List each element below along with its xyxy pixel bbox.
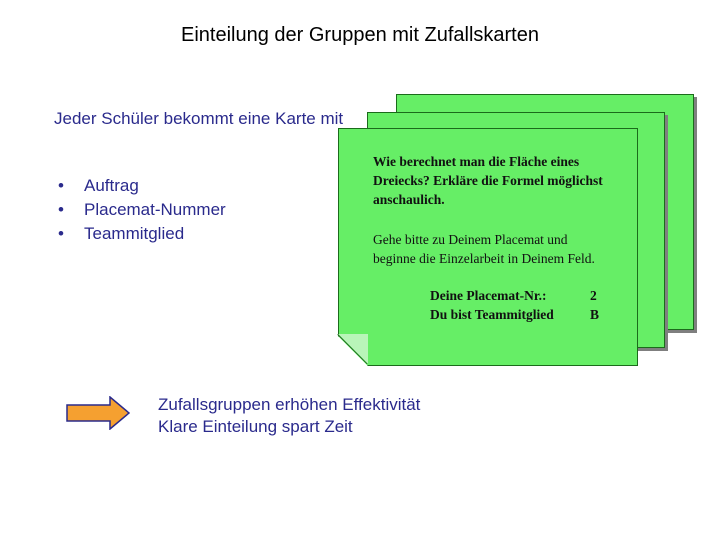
placemat-value: 2 bbox=[590, 288, 597, 303]
bullet-label: Teammitglied bbox=[84, 224, 185, 243]
member-label: Du bist Teammitglied bbox=[430, 307, 554, 322]
bullet-list bbox=[58, 174, 226, 246]
bullet-item bbox=[58, 198, 226, 222]
placemat-number-row bbox=[430, 286, 597, 305]
placemat-label: Deine Placemat-Nr.: bbox=[430, 288, 547, 303]
bullet-dot: • bbox=[58, 224, 64, 243]
bullet-item bbox=[58, 174, 226, 198]
bullet-dot: • bbox=[58, 176, 64, 195]
team-member-row bbox=[430, 305, 600, 324]
card-task-text: Wie berechnet man die Fläche eines Dreiecks? Erkläre die Formel möglichst anschaulich. bbox=[373, 154, 603, 207]
conclusion-line-1: Zufallsgruppen erhöhen Effektivität bbox=[158, 395, 421, 414]
bullet-dot: • bbox=[58, 200, 64, 219]
bullet-item bbox=[58, 222, 226, 246]
slide-title: Einteilung der Gruppen mit Zufallskarten bbox=[181, 24, 539, 46]
card-instruction-text: Gehe bitte zu Deinem Placemat und beginne die Einzelarbeit in Deinem Feld. bbox=[373, 232, 595, 266]
conclusion-text bbox=[158, 394, 420, 438]
member-value: B bbox=[590, 307, 600, 322]
bullet-label: Placemat-Nummer bbox=[84, 200, 226, 219]
intro-text: Jeder Schüler bekommt eine Karte mit bbox=[54, 109, 344, 128]
bullet-label: Auftrag bbox=[84, 176, 139, 195]
right-arrow-icon bbox=[66, 396, 130, 430]
conclusion-line-2: Klare Einteilung spart Zeit bbox=[158, 417, 353, 436]
